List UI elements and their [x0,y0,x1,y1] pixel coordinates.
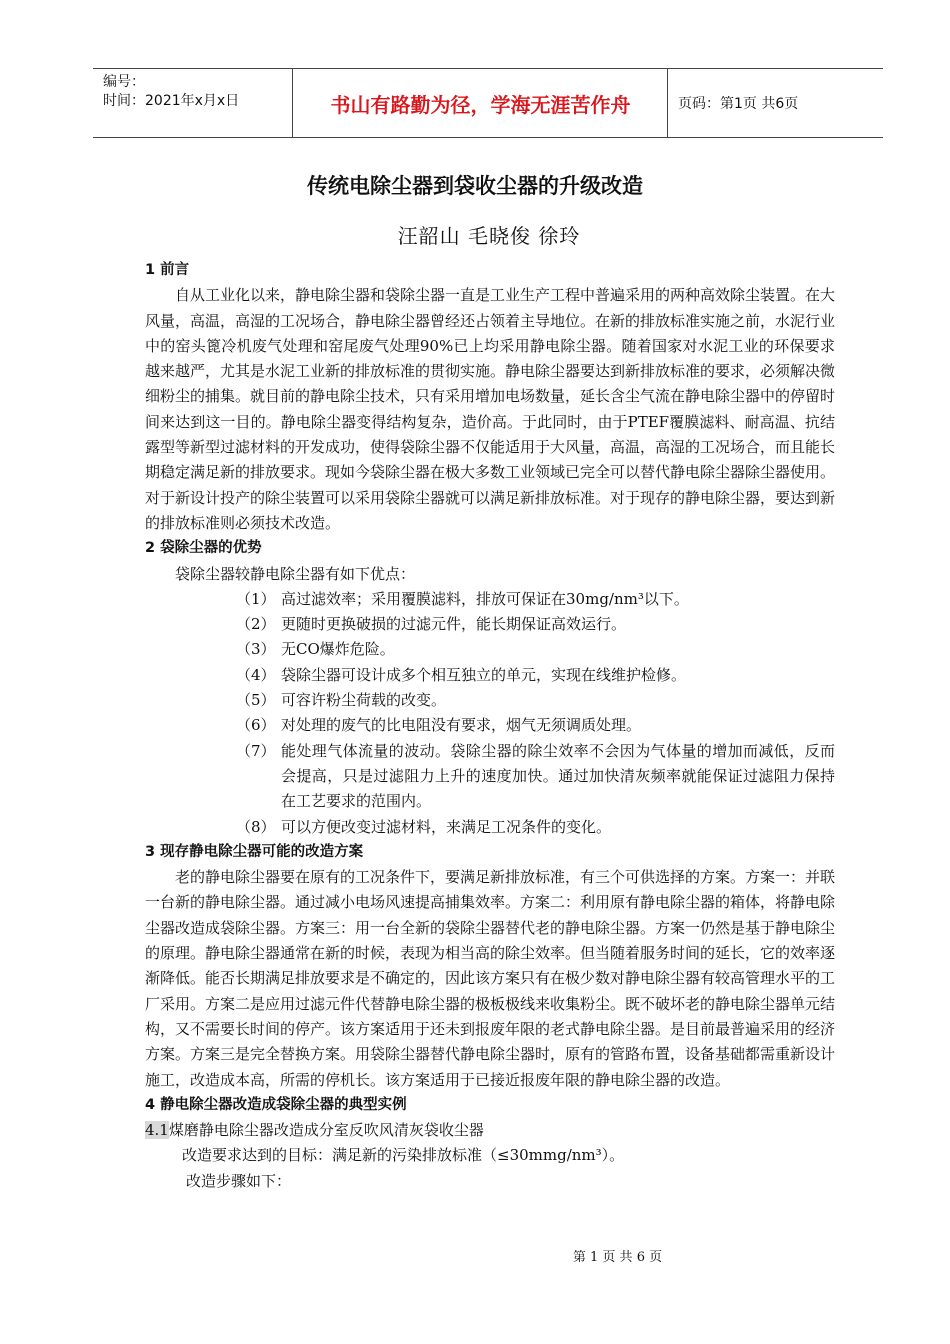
list-item-text: 对处理的废气的比电阻没有要求，烟气无须调质处理。 [281,716,642,735]
list-item [236,739,835,815]
paragraph: 改造要求达到的目标：满足新的污染排放标准（≤30mmg/nm³）。 [182,1146,625,1165]
list-item-text: 可以方便改变过滤材料，来满足工况条件的变化。 [281,817,612,836]
subsection-title: 煤磨静电除尘器改造成分室反吹风清灰袋收尘器 [168,1121,484,1140]
list-item [236,663,835,688]
header-page-info: 页码：第1页 共6页 [678,96,799,112]
list-item [236,637,835,662]
paragraph: 袋除尘器较静电除尘器有如下优点： [175,564,416,583]
list-item [236,587,835,612]
header-motto: 书山有路勤为径，学海无涯苦作舟 [294,69,668,137]
list-item-text: 高过滤效率；采用覆膜滤料，排放可保证在30mg/nm³以下。 [281,589,689,608]
document-authors: 汪韶山 毛晓俊 徐玲 [397,224,581,248]
list-item [236,713,835,738]
header-meta-cell [93,69,293,137]
list-item-text: 无CO爆炸危险。 [281,640,395,659]
section-heading: 4 静电除尘器改造成袋除尘器的典型实例 [145,1096,407,1113]
list-item-number: （5） [236,691,276,710]
list-item-number: （7） [236,741,276,760]
list-item [236,612,835,637]
list-item-number: （8） [236,817,276,836]
list-item-text: 能处理气体流量的波动。袋除尘器的除尘效率不会因为气体量的增加而减低，反而会提高，只是过滤阻力上升的速度加快。通过加快清灰频率就能保证过滤阻力保持在工艺要求的范围内。 [281,741,835,811]
header-table [93,68,883,138]
number-label: 编号： [103,74,145,90]
section-heading: 2 袋除尘器的优势 [145,540,262,557]
list-item [236,688,835,713]
subsection-heading [145,1118,835,1143]
subsection-number: 4.1 [145,1121,169,1140]
paragraph: 自从工业化以来，静电除尘器和袋除尘器一直是工业生产工程中普遍采用的两种高效除尘装置。在大风量，高温，高湿的工况场合，静电除尘器曾经还占领着主导地位。在新的排放标准实施之前，水泥行业中的窑头篦冷机废气处理和窑尾废气处理90%已上均采用静电除尘器。随着国家对水泥工业的环保要求越来越严，尤其是水泥工业新的排放标准的贯彻实施。静电除尘器要达到新排放标准的要求，必须解决微细粉尘的捕集。就目前的静电除尘技术，只有采用增加电场数量，延长含尘气流在静电除尘器中的停留时间来达到这一目的。静电除尘器变得结构复杂，造价高。于此同时，由于PTEF覆膜滤料、耐高温、抗结露型等新型过滤材料的开发成功，使得袋除尘器不仅能适用于大风量，高温，高湿的工况场合，而且能长期稳定满足新的排放要求。现如今袋除尘器在极大多数工业领域已完全可以替代静电除尘器除尘器使用。对于新设计投产的除尘装置可以采用袋除尘器就可以满足新排放标准。对于现存的静电除尘器，要达到新的排放标准则必须技术改造。 [145,286,836,532]
section-heading: 1 前言 [145,262,190,278]
list-item-number: （2） [236,615,276,634]
list-item-number: （4） [236,665,276,684]
list-item-number: （6） [236,716,276,735]
document-title: 传统电除尘器到袋收尘器的升级改造 [307,174,643,198]
section-heading: 3 现存静电除尘器可能的改造方案 [145,843,364,860]
time-label: 时间：2021年x月x日 [103,93,240,109]
list-item-text: 袋除尘器可设计成多个相互独立的单元，实现在线维护检修。 [281,665,687,684]
advantages-list [145,587,835,840]
list-item-number: （3） [236,640,276,659]
document-body [145,258,835,1194]
list-item-text: 可容许粉尘荷载的改变。 [281,691,447,710]
list-item-number: （1） [236,589,276,608]
list-item [236,815,835,840]
page-footer: 第 1 页 共 6 页 [572,1250,663,1265]
paragraph: 老的静电除尘器要在原有的工况条件下，要满足新排放标准，有三个可供选择的方案。方案一：并联一台新的静电除尘器。通过减小电场风速提高捕集效率。方案二：利用原有静电除尘器的箱体，将静电除尘器改造成袋除尘器。方案三：用一台全新的袋除尘器替代老的静电除尘器。方案一仍然是基于静电除尘的原理。静电除尘器通常在新的时候，表现为相当高的除尘效率。但当随着服务时间的延长，它的效率逐渐降低。能否长期满足排放要求是不确定的，因此该方案只有在极少数对静电除尘器有较高管理水平的工厂采用。方案二是应用过滤元件代替静电除尘器的极板极线来收集粉尘。既不破坏老的静电除尘器单元结构，又不需要长时间的停产。该方案适用于还未到报废年限的老式静电除尘器。是目前最普遍采用的经济方案。方案三是完全替换方案。用袋除尘器替代静电除尘器时，原有的管路布置，设备基础都需重新设计施工，改造成本高，所需的停机长。该方案适用于已接近报废年限的静电除尘器的改造。 [145,868,836,1089]
paragraph: 改造步骤如下： [186,1171,292,1190]
list-item-text: 更随时更换破损的过滤元件，能长期保证高效运行。 [281,615,627,634]
